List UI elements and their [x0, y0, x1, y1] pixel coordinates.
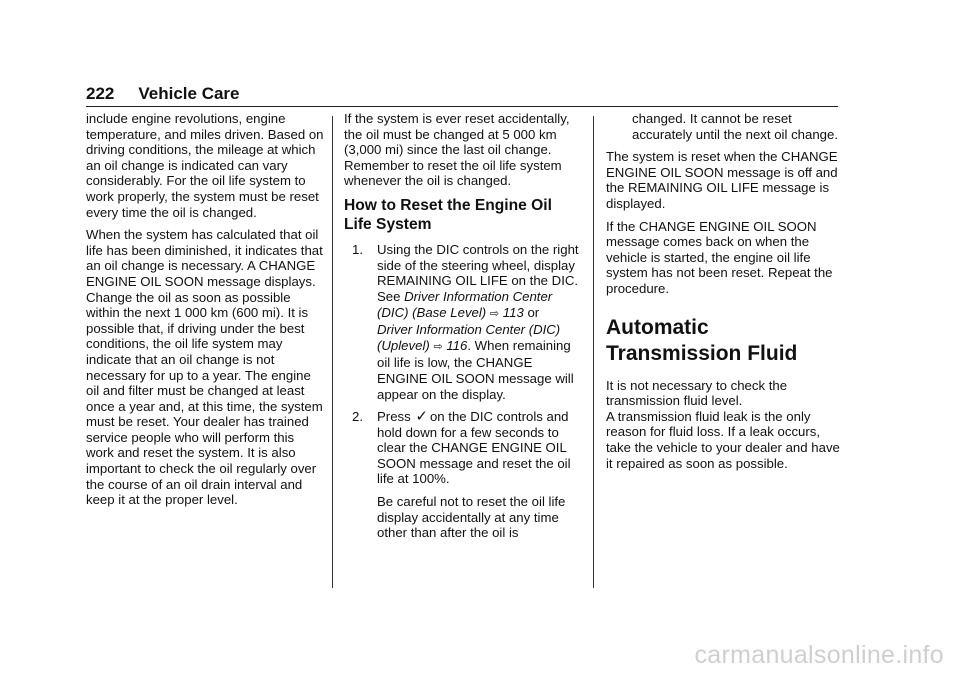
paragraph: It is not necessary to check the transmission fluid level.: [606, 377, 788, 409]
header-rule: [86, 106, 838, 107]
step-text-part: . When remaining oil life is low, the CHANGE ENGINE OIL SOON message will appear on the display.: [377, 337, 574, 402]
column-3: [606, 111, 840, 478]
section-title: Vehicle Care: [138, 84, 240, 103]
checkmark-icon: ✓: [415, 408, 428, 426]
page-reference-icon: ⇨: [489, 307, 500, 320]
step-number: 1.: [352, 242, 363, 258]
paragraph: If the system is ever reset accidentally, the oil must be changed at 5 000 km (3,000 mi) since the last oil change. Remember to reset the oil life system whenever the oil is changed.: [344, 111, 570, 189]
section-heading-large: Automatic Transmission Fluid: [606, 315, 798, 365]
page-reference-icon: ⇨: [433, 340, 443, 353]
step-text-part: Press: [377, 409, 411, 425]
step-text: Be careful not to reset the oil life display accidentally at any time other than after the oil is: [377, 494, 566, 541]
paragraph: The system is reset when the CHANGE ENGINE OIL SOON message is off and the REMAINING OIL LIFE message is displayed.: [606, 149, 838, 211]
page-reference-link[interactable]: 116: [446, 337, 468, 353]
watermark: carmanualsonline.info: [694, 641, 944, 669]
column-2: [344, 111, 582, 548]
paragraph: include engine revolutions, engine temperature, and miles driven. Based on driving conditions, the mileage at which an oil change is indicated can vary considerably. For the oil life system to work properly, the system must be reset every time the oil is changed.: [86, 111, 324, 220]
cross-reference-link[interactable]: Driver Information Center (DIC) (Uplevel): [377, 322, 561, 353]
step-1: [352, 242, 582, 402]
paragraph: When the system has calculated that oil life has been diminished, it indicates that an oil change is necessary. A CHANGE ENGINE OIL SOON message displays. Change the oil as soon as possible within the next 1 000 km (600 mi). It is possible that, if driving under the best conditions, the oil life system may indicate that an oil change is not necessary for up to a year. The engine oil and filter must be changed at least once a year and, at this time, the system must be reset. Your dealer has trained service people who will perform this work and reset the system. It is also important to check the oil regularly over the course of an oil drain interval and keep it at the proper level.: [86, 227, 323, 508]
paragraph: If the CHANGE ENGINE OIL SOON message comes back on when the vehicle is started, the engine oil life system has not been reset. Repeat the procedure.: [606, 218, 833, 296]
section-heading: How to Reset the Engine Oil Life System: [344, 196, 552, 233]
step-text: [377, 409, 582, 487]
step-2: [352, 409, 582, 541]
step-text: [377, 242, 582, 402]
step-text-part: Using the DIC controls on the right side of the steering wheel, display REMAINING OIL LIFE on the DIC. See: [377, 242, 579, 304]
page-header: [86, 84, 240, 104]
step-text-part: on the DIC controls and hold down for a few seconds to clear the CHANGE ENGINE OIL SOON message and reset the oil life at 100%.: [377, 409, 571, 487]
step-text-part: or: [523, 304, 540, 320]
cross-reference-link[interactable]: Driver Information Center (DIC) (Base Level): [377, 288, 553, 320]
page-number: 222: [86, 84, 115, 103]
step-continuation: changed. It cannot be reset accurately until the next oil change.: [632, 111, 838, 142]
step-number: 2.: [352, 409, 363, 425]
column-divider: [593, 116, 594, 588]
page-reference-link[interactable]: 113: [502, 304, 524, 320]
column-1: [86, 111, 324, 515]
paragraph: A transmission fluid leak is the only reason for fluid loss. If a leak occurs, take the vehicle to your dealer and have it repaired as soon as possible.: [606, 408, 840, 471]
column-divider: [332, 116, 333, 588]
